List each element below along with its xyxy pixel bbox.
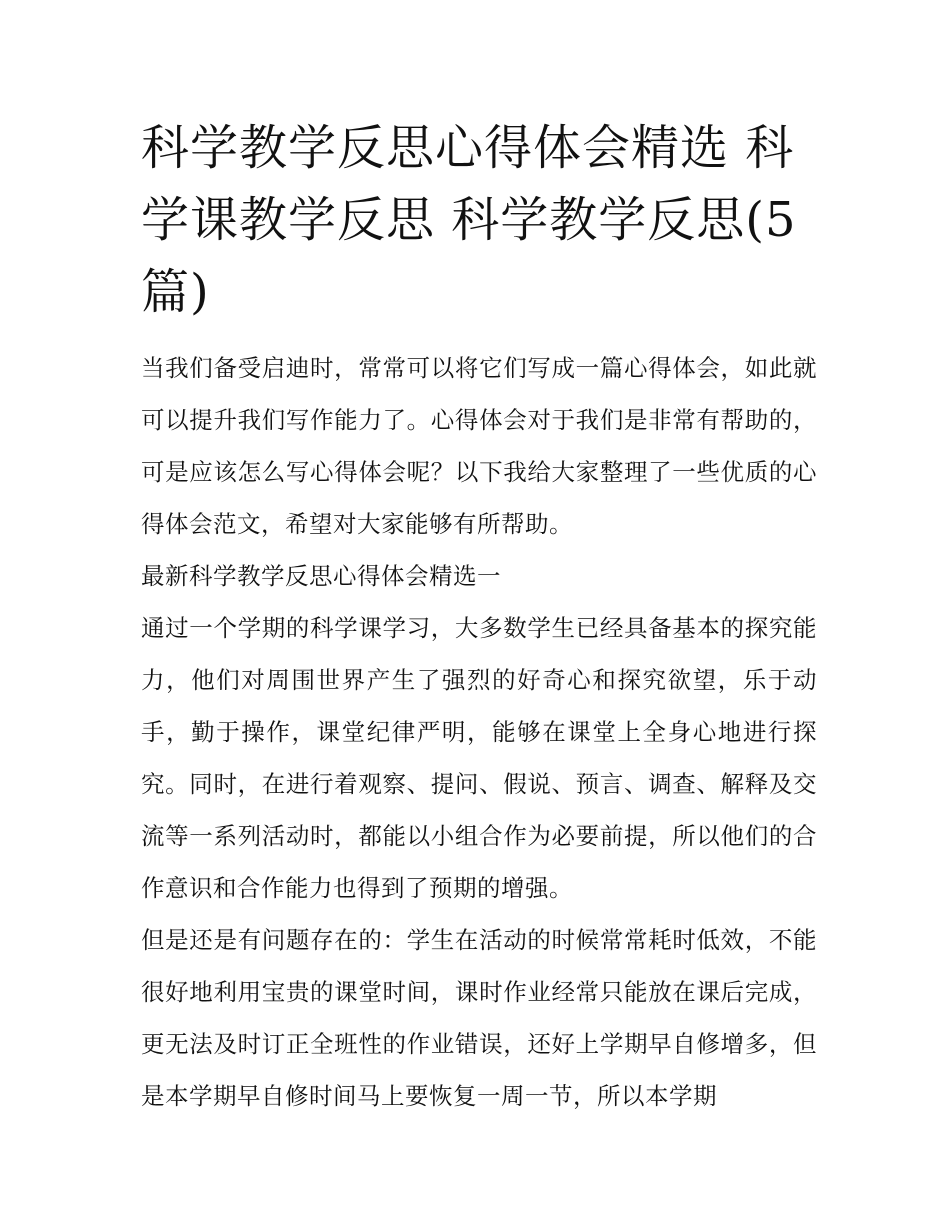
body-paragraph: 但是还是有问题存在的：学生在活动的时候常常耗时低效，不能很好地利用宝贵的课堂时间，课时作业经常只能放在课后完成，更无法及时订正全班性的作业错误，还好上学期早自修增多，但是本学期早自修时间马上要恢复一周一节，所以本学期: [141, 926, 817, 1110]
document-body: [141, 112, 817, 1122]
document-title: 科学教学反思心得体会精选 科学课教学反思 科学教学反思(5篇): [141, 120, 797, 320]
intro-paragraph: 当我们备受启迪时，常常可以将它们写成一篇心得体会，如此就可以提升我们写作能力了。心得体会对于我们是非常有帮助的，可是应该怎么写心得体会呢？以下我给大家整理了一些优质的心得体会范文，希望对大家能够有所帮助。: [141, 354, 817, 538]
body-paragraph: 通过一个学期的科学课学习，大多数学生已经具备基本的探究能力，他们对周围世界产生了强烈的好奇心和探究欲望，乐于动手，勤于操作，课堂纪律严明，能够在课堂上全身心地进行探究。同时，在进行着观察、提问、假说、预言、调查、解释及交流等一系列活动时，都能以小组合作为必要前提，所以他们的合作意识和合作能力也得到了预期的增强。: [141, 614, 817, 902]
section-heading: 最新科学教学反思心得体会精选一: [141, 562, 501, 590]
